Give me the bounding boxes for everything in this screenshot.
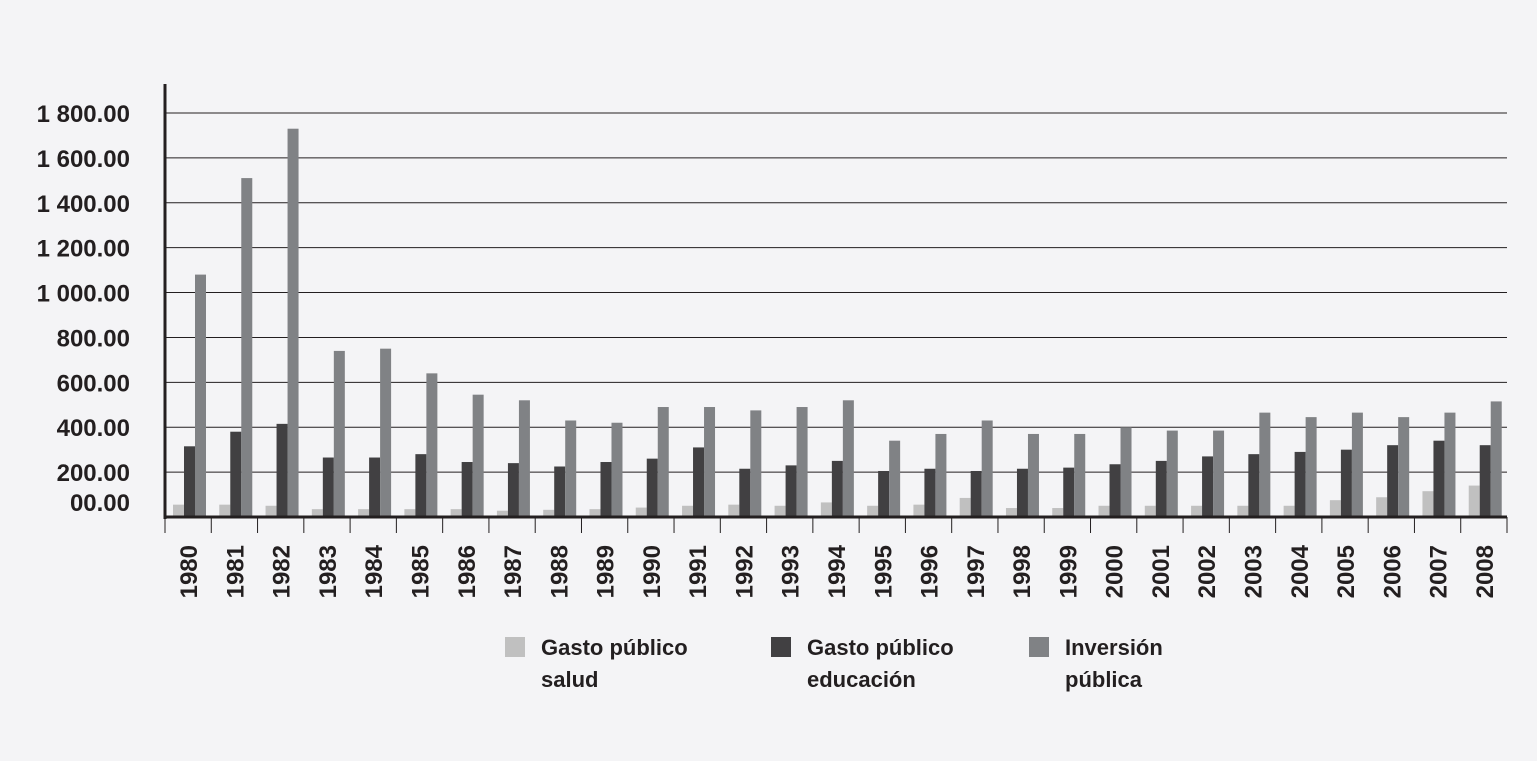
bar bbox=[913, 505, 924, 517]
x-tick-label: 1992 bbox=[731, 545, 759, 599]
bar bbox=[288, 129, 299, 517]
bar bbox=[600, 462, 611, 517]
bar bbox=[230, 432, 241, 517]
bar bbox=[380, 349, 391, 517]
legend-label: educación bbox=[807, 667, 916, 692]
bar bbox=[658, 407, 669, 517]
bar bbox=[797, 407, 808, 517]
bar bbox=[1433, 441, 1444, 517]
bar bbox=[184, 446, 195, 517]
y-axis-ticks bbox=[37, 101, 130, 517]
bar bbox=[565, 420, 576, 517]
x-tick-label: 1994 bbox=[824, 545, 851, 599]
bar bbox=[1248, 454, 1259, 517]
x-tick-label: 2002 bbox=[1194, 545, 1222, 599]
x-tick-label: 1984 bbox=[361, 545, 389, 599]
bar bbox=[1480, 445, 1491, 517]
bar bbox=[1213, 431, 1224, 517]
y-tick-label: 600.00 bbox=[56, 370, 130, 398]
bar bbox=[739, 469, 750, 517]
bar bbox=[519, 400, 530, 517]
bars bbox=[173, 129, 1502, 517]
bar bbox=[241, 178, 252, 517]
bar bbox=[195, 275, 206, 517]
y-tick-label: 1 400.00 bbox=[36, 190, 130, 218]
bar bbox=[1202, 456, 1213, 517]
bar bbox=[554, 467, 565, 518]
bar bbox=[1028, 434, 1039, 517]
legend-swatch bbox=[1029, 637, 1049, 657]
x-tick-label: 1991 bbox=[685, 545, 713, 599]
bar bbox=[266, 506, 277, 517]
x-tick-label: 1987 bbox=[500, 545, 528, 599]
legend-swatch bbox=[771, 637, 791, 657]
x-tick-label: 2000 bbox=[1101, 545, 1129, 599]
bar bbox=[1376, 497, 1387, 517]
bar bbox=[935, 434, 946, 517]
x-tick-label: 2005 bbox=[1333, 545, 1361, 599]
legend-label: Gasto público bbox=[807, 635, 954, 660]
bar bbox=[693, 447, 704, 517]
legend-label: salud bbox=[541, 667, 599, 692]
bar bbox=[219, 505, 230, 517]
bar bbox=[1444, 413, 1455, 517]
legend-label: Inversión bbox=[1065, 635, 1163, 660]
bar bbox=[1398, 417, 1409, 517]
bar bbox=[728, 505, 739, 517]
legend-label: pública bbox=[1065, 667, 1143, 692]
bar bbox=[473, 395, 484, 517]
bar bbox=[704, 407, 715, 517]
x-tick-label: 1989 bbox=[592, 545, 620, 599]
x-tick-label: 2004 bbox=[1286, 545, 1314, 599]
bar bbox=[1469, 486, 1480, 517]
bar bbox=[1306, 417, 1317, 517]
bar bbox=[1063, 468, 1074, 517]
x-tick-label: 1985 bbox=[407, 545, 435, 599]
bar bbox=[1074, 434, 1085, 517]
bar bbox=[611, 423, 622, 517]
x-tick-label: 2001 bbox=[1147, 545, 1175, 599]
bar bbox=[1330, 500, 1341, 517]
bar bbox=[682, 506, 693, 517]
bar bbox=[323, 458, 334, 517]
bar bbox=[1259, 413, 1270, 517]
y-tick-label: 1 800.00 bbox=[36, 101, 130, 128]
bar bbox=[982, 420, 993, 517]
bar bbox=[889, 441, 900, 517]
bar bbox=[1110, 464, 1121, 517]
bar bbox=[1167, 431, 1178, 517]
bar bbox=[832, 461, 843, 517]
bar bbox=[1156, 461, 1167, 517]
bar bbox=[960, 498, 971, 517]
y-tick-label: 1 200.00 bbox=[36, 235, 130, 263]
x-tick-label: 1983 bbox=[314, 545, 342, 599]
bar bbox=[750, 410, 761, 517]
bar bbox=[821, 502, 832, 517]
x-tick-label: 1980 bbox=[176, 545, 204, 599]
x-tick-label: 1982 bbox=[268, 545, 296, 599]
x-tick-label: 1996 bbox=[916, 545, 944, 599]
bar bbox=[843, 400, 854, 517]
legend-swatch bbox=[505, 637, 525, 657]
bar bbox=[334, 351, 345, 517]
x-tick-label: 1995 bbox=[870, 545, 898, 599]
bar bbox=[1017, 469, 1028, 517]
bar bbox=[647, 459, 658, 517]
y-tick-label: 00.00 bbox=[69, 490, 130, 517]
x-tick-label: 1986 bbox=[453, 545, 481, 599]
x-tick-label: 1988 bbox=[546, 545, 574, 599]
bar bbox=[786, 465, 797, 517]
x-axis-ticks bbox=[176, 544, 1499, 598]
x-tick-label: 2006 bbox=[1379, 545, 1407, 599]
bar bbox=[1422, 491, 1433, 517]
bar bbox=[369, 458, 380, 517]
x-tick-label: 1998 bbox=[1009, 545, 1037, 599]
y-tick-label: 1 000.00 bbox=[36, 280, 130, 308]
legend-label: Gasto público bbox=[541, 635, 688, 660]
bar bbox=[415, 454, 426, 517]
bar bbox=[775, 506, 786, 517]
bar bbox=[1145, 506, 1156, 517]
x-tick-label: 2008 bbox=[1471, 545, 1499, 599]
y-tick-label: 400.00 bbox=[56, 415, 130, 443]
y-tick-label: 800.00 bbox=[56, 325, 130, 353]
bar bbox=[508, 463, 519, 517]
bar bbox=[878, 471, 889, 517]
x-tick-label: 2007 bbox=[1425, 545, 1453, 599]
bar bbox=[1387, 445, 1398, 517]
bar bbox=[1191, 506, 1202, 517]
x-tick-label: 1997 bbox=[962, 545, 990, 599]
bar bbox=[867, 506, 878, 517]
x-tick-label: 1999 bbox=[1055, 545, 1083, 599]
bar bbox=[1295, 452, 1306, 517]
bar bbox=[1099, 506, 1110, 517]
bar bbox=[924, 469, 935, 517]
bar bbox=[277, 424, 288, 517]
bar bbox=[1341, 450, 1352, 517]
bar bbox=[1352, 413, 1363, 517]
bar bbox=[462, 462, 473, 517]
y-tick-label: 200.00 bbox=[56, 460, 130, 488]
bar bbox=[1121, 427, 1132, 517]
bar bbox=[1491, 401, 1502, 517]
x-tick-label: 1981 bbox=[222, 545, 250, 599]
legend bbox=[505, 635, 1163, 692]
bar bbox=[971, 471, 982, 517]
bar bbox=[173, 505, 184, 517]
x-tick-label: 1990 bbox=[638, 545, 666, 599]
bar bbox=[1237, 506, 1248, 517]
bar bbox=[1284, 506, 1295, 517]
y-tick-label: 1 600.00 bbox=[36, 145, 130, 173]
x-tick-label: 1993 bbox=[777, 545, 805, 599]
x-tick-label: 2003 bbox=[1240, 545, 1268, 599]
bar bbox=[426, 373, 437, 517]
